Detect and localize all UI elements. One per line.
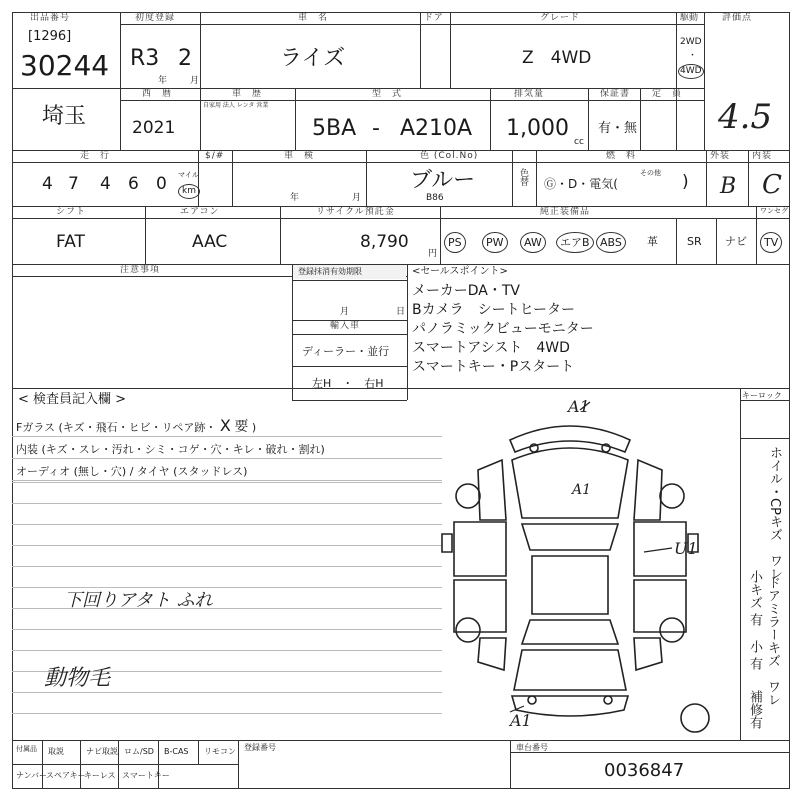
- auction-sheet: 出品番号 [1296] 30244 初度登録 R3 2 年 月 車 名 ライズ ドア グレード Z 4WD 駆動 2WD ・ 4WD 評価点 4.5 埼玉 西 暦 2021 車 歴 自家用 法人 レンタ 営業 型 式 5BA - A210A 排気量 1,000 cc 保証書 有・無 定 員 走 行 4 7 4 6 0 マイル km $/# 車 検 年 月 色 (Col.No) ブルー B86 色替 燃 料 Ⓖ・D・電気( その他 ) 外装 B 内装 C シフト FAT エアコン AAC リサイクル預託金 8,790 円 純正装備品 ワンセグ PS PW AW エアB ABS 革 SR ナビ TV 注意事項 登録抹消有効期限 月 日 輸入車 ディーラー・並行 左H ・ 右H <セールスポイント> メーカーDA・TV Bカメラ シートヒーター パノラミックビューモニター スマートアシスト 4WD スマートキー・Pスタート < 検査員記入欄 > Fガラス (キズ・飛石・ヒビ・リペア跡・ X 要 ) 内装 (キズ・スレ・汚れ・シミ・コゲ・穴・キレ・破れ・割れ) オーディオ (無し・穴) / タイヤ (スタッドレス) 下回りアタト ふれ 動物毛 A1 A1 U1 A1 キーロック ホイル・CPキズ ワレ 小キズ 有 ドアミラーキズ ワレ 小 有 補修有 付属品 取説 ナビ取説 ロム/SD B-CAS リモコン ナンバー スペアキー キーレス スマートキー 登録番号 車台番号 0036847: [0, 0, 800, 800]
- sales-label: <セールスポイント>: [412, 266, 508, 277]
- color: ブルー: [410, 168, 476, 193]
- row2-bottom: [12, 150, 790, 151]
- equipment-label: 純正装備品: [540, 207, 591, 217]
- model-name: ライズ: [280, 46, 346, 71]
- color-label: 色 (Col.No): [420, 151, 479, 161]
- door-label: ドア: [424, 13, 444, 23]
- interior-label: 内装: [752, 151, 773, 161]
- equipment-3: エアB: [556, 232, 594, 253]
- recycle-label: リサイクル預託金: [316, 207, 395, 217]
- prefecture: 埼玉: [42, 104, 87, 129]
- handwritten-animal-hair: 動物毛: [44, 666, 111, 691]
- chassis-number: 0036847: [604, 760, 685, 781]
- western-label: 西 暦: [142, 89, 173, 99]
- equipment-1: PW: [482, 232, 508, 253]
- grade-label: グレード: [540, 13, 581, 23]
- lot-label: 出品番号: [30, 13, 71, 23]
- dealer-parallel: ディーラー・並行: [302, 345, 390, 358]
- inspection-label: 車 検: [284, 151, 315, 161]
- accessory-item: 取説: [48, 747, 64, 756]
- notes-bottom: [12, 388, 790, 389]
- mileage-label: 走 行: [80, 151, 111, 161]
- mark-bumper-front: A1: [568, 400, 590, 416]
- accessory-item: スペアキー: [46, 771, 86, 780]
- interior-grade: C: [762, 170, 782, 200]
- exterior-grade: B: [720, 174, 737, 199]
- warranty: 有・無: [598, 121, 638, 136]
- fuel: Ⓖ・D・電気(: [544, 177, 618, 191]
- equipment-8: TV: [760, 232, 782, 253]
- type-code: A210A: [400, 116, 473, 141]
- first-reg-label: 初度登録: [135, 13, 176, 23]
- fuel-label: 燃 料: [606, 151, 637, 161]
- wheel-cap-note: ホイル・CPキズ ワレ: [767, 446, 782, 580]
- exterior-label: 外装: [710, 151, 731, 161]
- key-lock-label: キーロック: [742, 391, 782, 400]
- equipment-4: ABS: [596, 232, 626, 253]
- history-label: 車 歴: [232, 89, 263, 99]
- type-label: 型 式: [372, 89, 403, 99]
- km-circled: km: [178, 184, 200, 199]
- accessory-item: ロム/SD: [124, 747, 154, 756]
- frame-top: [12, 12, 790, 13]
- row3-bottom: [12, 206, 790, 207]
- displacement: 1,000: [506, 116, 569, 141]
- history-sub: 自家用 法人 レンタ 営業: [203, 102, 269, 109]
- year: 2021: [132, 118, 176, 138]
- mark-bumper-rear: A1: [510, 711, 532, 730]
- score: 4.5: [718, 97, 773, 137]
- model-name-label: 車 名: [298, 13, 329, 23]
- mark-hood: A1: [572, 482, 592, 498]
- capacity-label: 定 員: [652, 89, 683, 99]
- sales-point: スマートキー・Pスタート: [412, 359, 575, 375]
- equipment-7: ナビ: [725, 235, 747, 248]
- displacement-label: 排気量: [514, 89, 545, 99]
- color-code: B86: [426, 193, 444, 203]
- inspector-title: < 検査員記入欄 >: [18, 392, 127, 407]
- glass-line: Fガラス (キズ・飛石・ヒビ・リペア跡・ X 要 ): [16, 416, 257, 435]
- score-label: 評価点: [722, 13, 753, 23]
- glass-x-mark: X: [219, 416, 231, 435]
- equipment-5: 革: [647, 235, 658, 248]
- equipment-2: AW: [520, 232, 546, 253]
- color-change-label: 色替: [518, 168, 528, 186]
- car-diagram: [440, 400, 740, 740]
- grade: Z 4WD: [522, 48, 592, 68]
- sales-point: メーカーDA・TV: [412, 283, 520, 299]
- wheel-small-scratch: 小キズ 有: [747, 570, 762, 627]
- audio-line: オーディオ (無し・穴) / タイヤ (スタッドレス): [16, 465, 248, 478]
- drive-4wd: 4WD: [678, 64, 704, 79]
- reg-no-label: 登録番号: [244, 743, 276, 752]
- recycle-fee: 8,790: [360, 232, 409, 252]
- reg-expiry-label: 登録抹消有効期限: [298, 267, 362, 276]
- interior-line: 内装 (キズ・スレ・汚れ・シミ・コゲ・穴・キレ・破れ・割れ): [16, 443, 325, 456]
- ac-label: エアコン: [180, 207, 220, 217]
- equipment-6: SR: [687, 235, 702, 248]
- ac: AAC: [192, 232, 228, 252]
- handwritten-underbody: 下回りアタト ふれ: [64, 590, 213, 611]
- mirror-small: 小 有: [747, 640, 762, 671]
- frame-bottom: [12, 788, 790, 789]
- caution-label: 注意事項: [120, 265, 161, 275]
- chassis-label: 車台番号: [516, 743, 548, 752]
- first-reg-era: R3: [130, 46, 160, 71]
- first-reg-month: 2: [178, 46, 192, 71]
- sales-point: Bカメラ シートヒーター: [412, 302, 576, 318]
- accessory-item: ナンバー: [16, 771, 48, 780]
- oneseg-label: ワンセグ: [760, 207, 788, 215]
- handle-side: 左H ・ 右H: [312, 377, 384, 390]
- lot-number: 30244: [20, 49, 110, 82]
- shift-label: シフト: [56, 207, 87, 217]
- footer-top: [12, 740, 790, 741]
- accessory-item: スマートキー: [122, 771, 170, 780]
- equipment-0: PS: [444, 232, 466, 253]
- type-prefix: 5BA: [312, 116, 357, 141]
- warranty-label: 保証書: [600, 89, 631, 99]
- import-label: 輸入車: [330, 321, 361, 331]
- repair-note: 補修有: [747, 690, 762, 729]
- sales-point: パノラミックビューモニター: [412, 321, 594, 337]
- accessory-item: B-CAS: [164, 747, 189, 756]
- drive-2wd: 2WD: [680, 37, 702, 47]
- accessory-item: キーレス: [84, 771, 116, 780]
- accessory-item: ナビ取説: [86, 747, 118, 756]
- drive-label: 駆動: [680, 13, 699, 23]
- shift: FAT: [56, 232, 85, 252]
- sales-point: スマートアシスト 4WD: [412, 340, 570, 356]
- lot-sub: [1296]: [28, 29, 72, 44]
- footer-caption: 付属品: [16, 745, 37, 753]
- meter-label: $/#: [205, 151, 225, 161]
- mark-right-door: U1: [674, 539, 698, 558]
- accessory-item: リモコン: [204, 747, 236, 756]
- mirror-note: ドアミラーキズ ワレ: [765, 576, 780, 706]
